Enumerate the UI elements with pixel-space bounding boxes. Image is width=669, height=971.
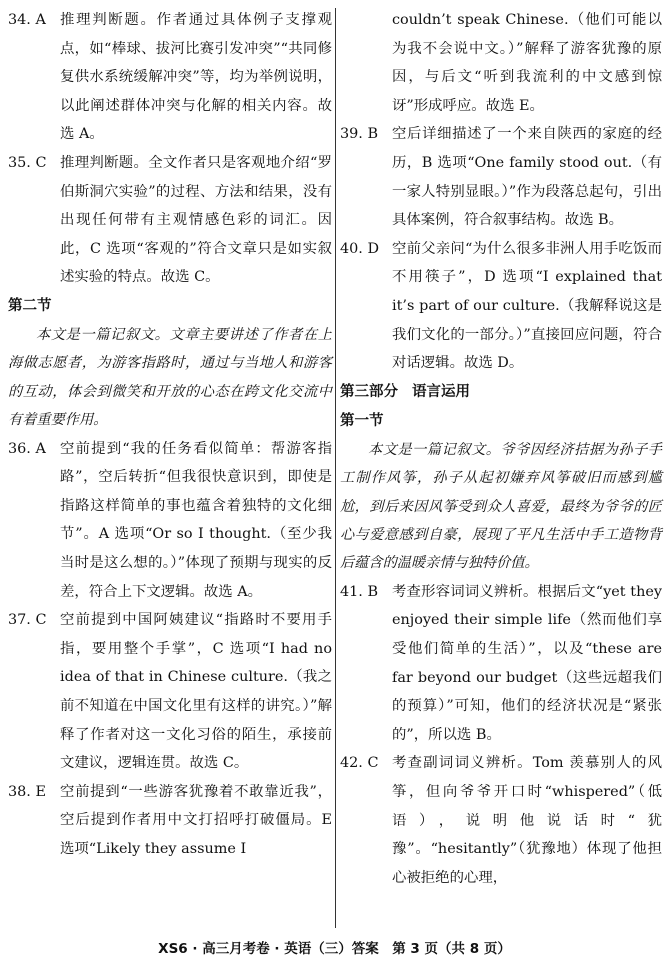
section-heading-1: 第一节 bbox=[340, 412, 384, 429]
answer-item-36 bbox=[8, 435, 332, 607]
answer-item-42 bbox=[340, 749, 662, 892]
answer-item-38 bbox=[8, 778, 332, 864]
answer-item-39 bbox=[340, 120, 662, 234]
part-heading-number: 第三部分 bbox=[340, 383, 398, 400]
answer-explanation: 推理判断题。全文作者只是客观地介绍“罗伯斯洞穴实验”的过程、方法和结果，没有出现任何带有主观情感色彩的词汇。因此，C 选项“客观的”符合文章只是如实叙述实验的特点。故选 C。 bbox=[60, 154, 332, 286]
passage-summary: 本文是一篇记叙文。文章主要讲述了作者在上海做志愿者，为游客指路时，通过与当地人和游客的互动，体会到微笑和开放的心态在跨文化交流中有着重要作用。 bbox=[8, 326, 332, 429]
answer-item-37 bbox=[8, 606, 332, 778]
page-footer: XS6 · 高三月考卷 · 英语（三）答案 第 3 页（共 8 页） bbox=[158, 941, 511, 957]
answer-item-41 bbox=[340, 578, 662, 750]
answer-item-34 bbox=[8, 6, 332, 149]
answer-explanation: 空前父亲问“为什么很多非洲人用手吃饭而不用筷子”，D 选项“I explained that it’s part of our culture.（我解释说这是我们文化的一部分。）”直接回应问题，符合对话逻辑。故选 D。 bbox=[392, 240, 662, 372]
answer-explanation: 推理判断题。作者通过具体例子支撑观点，如“棒球、拔河比赛引发冲突”“共同修复供水系统缓解冲突”等，均为举例说明，以此阐述群体冲突与化解的相关内容。故选 A。 bbox=[60, 12, 332, 143]
answer-number: 35. C bbox=[8, 154, 47, 171]
answer-item-38-continued: couldn’t speak Chinese.（他们可能以为我不会说中文。）”解释了游客犹豫的原因，与后文“听到我流利的中文感到惊讶”形成呼应。故选 E。 bbox=[392, 12, 662, 114]
answer-number: 34. A bbox=[8, 12, 46, 28]
answer-explanation: 考查形容词词义辨析。根据后文“yet they enjoyed their simple life（然而他们享受他们简单的生活）”，以及“these are far beyond our budget（这些远超我们的预算）”可知，他们的经济状况是“紧张的”，所以选 B。 bbox=[392, 583, 662, 743]
section-heading-2: 第二节 bbox=[8, 297, 52, 314]
answer-number: 37. C bbox=[8, 612, 47, 629]
answer-item-40 bbox=[340, 235, 662, 378]
answer-number: 41. B bbox=[340, 583, 379, 600]
part-heading-title: 语言运用 bbox=[412, 383, 470, 400]
answer-number: 42. C bbox=[340, 755, 379, 772]
passage-summary: 本文是一篇记叙文。爷爷因经济拮据为孙子手工制作风筝，孙子从起初嫌弃风筝破旧而感到尴尬，到后来因风筝受到众人喜爱，最终为爷爷的匠心与爱意感到自豪，展现了平凡生活中手工造物背后蕴含的温暖亲情与独特价值。 bbox=[340, 441, 662, 572]
answer-explanation: 考查副词词义辨析。Tom 羡慕别人的风筝，但向爷爷开口时“whispered”（低语），说明他说话时“犹豫”。“hesitantly”（犹豫地）体现了他担心被拒绝的心理， bbox=[392, 755, 662, 886]
part-heading-3 bbox=[340, 378, 662, 407]
right-column bbox=[340, 6, 662, 892]
answer-explanation: 空前提到“我的任务看似简单：帮游客指路”，空后转折“但我很快意识到，即使是指路这样简单的事也蕴含着独特的文化细节”。A 选项“Or so I thought.（至少我当时是这么想的。）”体现了预期与现实的反差，符合上下文逻辑。故选 A。 bbox=[60, 440, 332, 600]
answer-number: 39. B bbox=[340, 126, 379, 143]
answer-number: 40. D bbox=[340, 240, 379, 257]
answer-number: 36. A bbox=[8, 440, 46, 457]
answer-explanation: 空前提到中国阿姨建议“指路时不要用手指，要用整个手掌”，C 选项“I had no idea of that in Chinese culture.（我之前不知道在中国文化里有这样的讲究。）”解释了作者对这一文化习俗的陌生，承接前文建议，逻辑连贯。故选 C。 bbox=[60, 612, 332, 772]
answer-item-35 bbox=[8, 149, 332, 292]
answer-number: 38. E bbox=[8, 783, 46, 800]
column-divider bbox=[335, 8, 336, 928]
answer-explanation: 空后详细描述了一个来自陕西的家庭的经历，B 选项“One family stood out.（有一家人特别显眼。）”作为段落总起句，引出具体案例，符合叙事结构。故选 B。 bbox=[392, 126, 662, 229]
answer-explanation: 空前提到“一些游客犹豫着不敢靠近我”，空后提到作者用中文打招呼打破僵局。E 选项“Likely they assume I bbox=[60, 783, 332, 857]
left-column bbox=[8, 6, 332, 863]
